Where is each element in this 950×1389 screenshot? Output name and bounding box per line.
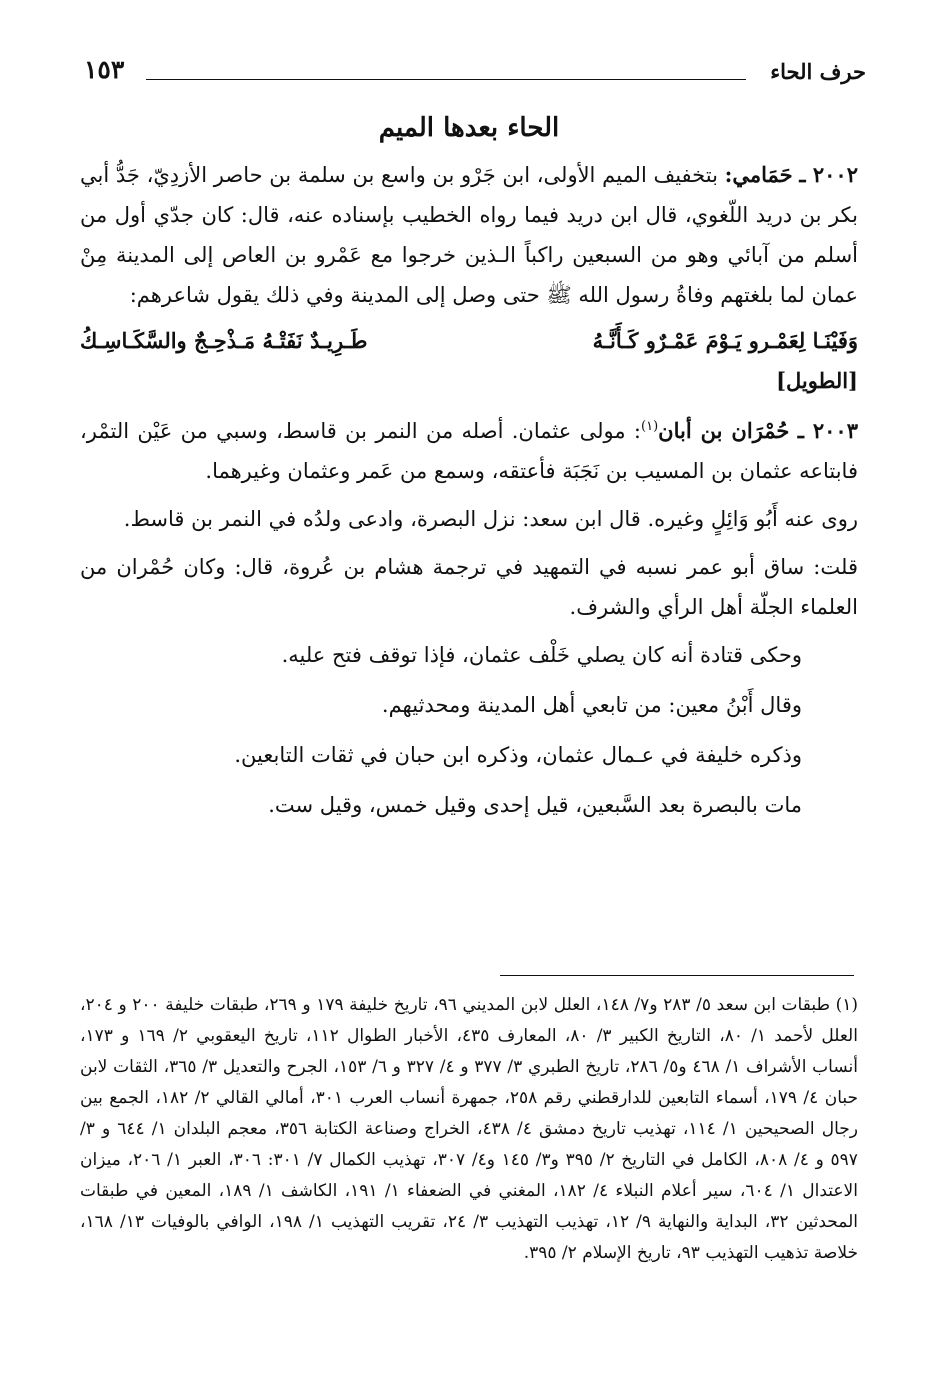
page-number: ١٥٣ — [84, 55, 125, 84]
entry-name: حَمَامي: — [724, 162, 793, 187]
header-rule — [146, 79, 746, 80]
verse-first-hemistich: وَفَيْنَـا لِعَمْـرو يَـوْمَ عَمْـرٌو كَـأَنَّـهُ — [592, 328, 858, 353]
footnote-reference[interactable]: (١) — [641, 419, 659, 434]
entry-text: : مولى عثمان. أصله من النمر بن قاسط، وسبي من عَيْن التمْر، فابتاعه عثمان بن المسيب بن نَجَبَة فأعتقه، وسمع من عَمر وعثمان وغيرهما. — [80, 419, 858, 483]
main-text — [80, 105, 858, 835]
verse-second-hemistich: طَـرِيـدٌ نَفَتْـهُ مَـذْحِـجٌ والسَّكَـاسِـكُ — [80, 328, 368, 353]
paragraph: وحكى قتادة أنه كان يصلي خَلْف عثمان، فإذا توقف فتح عليه. — [281, 643, 802, 667]
footnotes — [80, 990, 858, 1269]
paragraph: وقال أَبْنُ معين: من تابعي أهل المدينة ومحدثيهم. — [381, 693, 802, 717]
verse-line — [80, 321, 858, 361]
entry-name: حُمْرَان بن أبان — [658, 418, 790, 443]
entry-2003 — [80, 411, 858, 491]
paragraph: روى عنه أَبُو وَائِلٍ وغيره. قال ابن سعد: نزل البصرة، وادعى ولدُه في النمر بن قاسط. — [123, 507, 858, 531]
footnote-1: (١) طبقات ابن سعد ٥/ ٢٨٣ و٧/ ١٤٨، العلل لابن المديني ٩٦، تاريخ خليفة ١٧٩ و ٢٦٩، طبقات خليفة ٢٠٠ و ٢٠٤، العلل لأحمد ١/ ٨٠، التاريخ الكبير ٣/ ٨٠، المعارف ٤٣٥، الأخبار الطوال ١١٢، تاريخ اليعقوبي ٢/ ١٦٩ و ١٧٣، أنساب الأشراف ١/ ٤٦٨ و٥/ ٢٨٦، تاريخ الطبري ٣/ ٣٧٧ و ٤/ ٣٢٧ و ٦/ ١٥٣، الجرح والتعديل ٣/ ٣٦٥، الثقات لابن حبان ٤/ ١٧٩، أسماء التابعين للدارقطني رقم ٢٥٨، جمهرة أنساب العرب ٣٠١، أمالي القالي ٢/ ١٨٢، الجمع بين رجال الصحيحين ١/ ١١٤، تهذيب تاريخ دمشق ٤/ ٤٣٨، الخراج وصناعة الكتابة ٣٥٦، معجم البلدان ١/ ٦٤٤ و ٣/ ٥٩٧ و ٤/ ٨٠٨، الكامل في التاريخ ٢/ ٣٩٥ و٣/ ١٤٥ و٤/ ٣٠٧، تهذيب الكمال ٧/ ٣٠١: ٣٠٦، العبر ١/ ٢٠٦، ميزان الاعتدال ١/ ٦٠٤، سير أعلام النبلاء ٤/ ١٨٢، المغني في الضعفاء ١/ ١٩١، الكاشف ١/ ١٨٩، المعين في طبقات المحدثين ٣٢، البداية والنهاية ٩/ ١٢، تهذيب التهذيب ٣/ ٢٤، تقريب التهذيب ١/ ١٩٨، الوافي بالوفيات ١٣/ ١٦٨، خلاصة تذهيب التهذيب ٩٣، تاريخ الإسلام ٢/ ٣٩٥. — [80, 995, 859, 1263]
verse-meter: [الطويل] — [776, 368, 858, 393]
section-title: الحاء بعدها الميم — [378, 113, 560, 143]
paragraph: مات بالبصرة بعد السَّبعين، قيل إحدى وقيل خمس، وقيل ست. — [268, 793, 802, 817]
entry-number: ٢٠٠٣ ـ — [797, 418, 858, 443]
entry-2002 — [80, 155, 858, 315]
entry-text: بتخفيف الميم الأولى، ابن جَرْو بن واسع بن سلمة بن حاصر الأزدِيّ، جَدُّ أبي بكر بن دريد اللّغوي، قال ابن دريد فيما رواه الخطيب بإسناده عنه، قال: كان جدّي أول من أسلم من آبائي وهو من السبعين راكباً الـذين خرجوا مع عَمْرو بن العاص إلى المدينة مِنْ عمان لما بلغتهم وفاةُ رسول الله ﷺ حتى وصل إلى المدينة وفي ذلك يقول شاعرهم: — [80, 163, 858, 307]
paragraph: وذكره خليفة في عـمال عثمان، وذكره ابن حبان في ثقات التابعين. — [234, 743, 802, 767]
entry-number: ٢٠٠٢ ـ — [799, 162, 858, 187]
footnote-rule — [500, 975, 854, 976]
running-head: حرف الحاء — [770, 59, 866, 84]
page-header — [84, 55, 866, 95]
paragraph: قلت: ساق أبو عمر نسبه في التمهيد في ترجمة هشام بن عُروة، قال: وكان حُمْران من العلماء الجلّة أهل الرأي والشرف. — [80, 555, 858, 619]
